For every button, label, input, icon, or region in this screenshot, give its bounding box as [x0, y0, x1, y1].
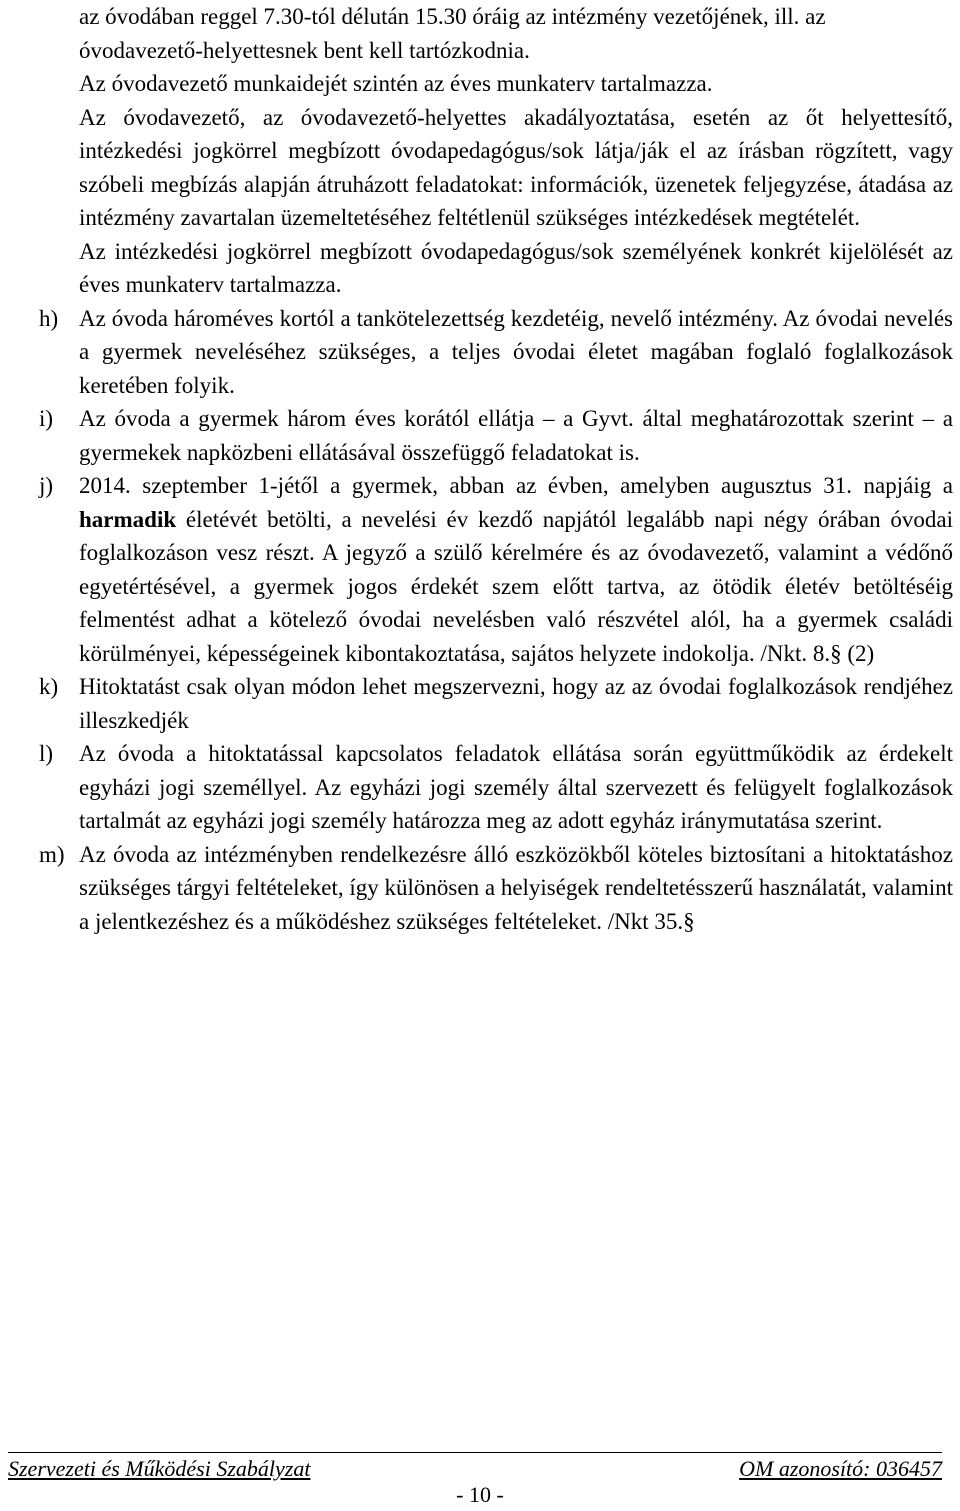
list-item-text: 2014. szeptember 1-jétől a gyermek, abban az évben, amelyben augusztus 31. napjáig a [79, 473, 953, 498]
footer-document-title: Szervezeti és Működési Szabályzat [8, 1456, 311, 1481]
list-item-i [39, 402, 953, 469]
deputy-paragraph: Az óvodavezető, az óvodavezető-helyettes akadályoztatása, esetén az őt helyettesítő, intézkedési jogkörrel megbízott óvodapedagógus/sok látja/ják el az írásban rögzített, vagy szóbeli megbízás alapján átruházott feladatokat: információk, üzenetek feljegyzése, átadása az intézmény zavartalan üzemeltetéséhez feltétlenül szükséges intézkedések megtételét. [79, 104, 953, 230]
list-item-text: Az óvoda hároméves kortól a tankötelezettség kezdetéig, nevelő intézmény. Az óvodai nevelés a gyermek neveléséhez szükséges, a teljes óvodai életet magában foglaló foglalkozások keretében folyik. [79, 305, 953, 398]
document-body [39, 0, 953, 938]
list-item-l [39, 737, 953, 838]
list-marker: k) [39, 674, 59, 699]
list-item-text: Az óvoda a hitoktatással kapcsolatos feladatok ellátása során együttműködik az érdekelt egyházi jogi személlyel. Az egyházi jogi személy által szervezett és felügyelt foglalkozások tartalmát az egyházi jogi személy határozza meg az adott egyház iránymutatása szerint. [79, 741, 953, 833]
list-item-text: Hitoktatást csak olyan módon lehet megszervezni, hogy az az óvodai foglalkozások rendjéhez illeszkedjék [79, 674, 953, 733]
list-item-j [39, 469, 953, 670]
list-item-text: Az óvoda az intézményben rendelkezésre álló eszközökből köteles biztosítani a hitoktatáshoz szükséges tárgyi feltételeket, így különösen a helyiségek rendeltetésszerű használatát, valamint a jelentkezéshez és a működéshez szükséges feltételeket. /Nkt 35.§ [79, 841, 953, 934]
intro-line-1: az óvodában reggel 7.30-tól délután 15.30 óráig az intézmény vezetőjének, ill. az óvodavezető-helyettesnek bent kell tartózkodnia. [79, 4, 826, 63]
footer-om-id: OM azonosító: 036457 [739, 1456, 942, 1481]
list-item-k [39, 670, 953, 737]
intro-line-2: Az óvodavezető munkaidejét szintén az éves munkaterv tartalmazza. [79, 71, 713, 96]
list-item-text: Az óvoda a gyermek három éves korától ellátja – a Gyvt. által meghatározottak szerint – a gyermekek napközbeni ellátásával összefüggő feladatokat is. [79, 406, 953, 465]
list-item-text: életévét betölti, a nevelési év kezdő napjától legalább napi négy órában óvodai foglalkozáson vesz részt. A jegyző a szülő kérelmére és az óvodavezető, valamint a védőnő egyetértésével, a gyermek jogos érdekét szem előtt tartva, az ötödik életév betöltéséig felmentést adhat a kötelező óvodai nevelésben való részvétel alól, ha a gyermek családi körülményei, képességeinek kibontakoztatása, sajátos helyzete indokolja. /Nkt. 8.§ (2) [79, 506, 953, 666]
list-marker: l) [39, 741, 54, 766]
bold-emphasis: harmadik [79, 506, 177, 532]
list-marker: m) [39, 841, 65, 867]
list-item-m [39, 838, 953, 939]
list-item-h [39, 302, 953, 403]
page-number: - 10 - [456, 1482, 504, 1507]
list-marker: i) [39, 406, 54, 431]
page-footer [8, 1452, 942, 1481]
list-marker: j) [39, 473, 54, 498]
assignment-paragraph: Az intézkedési jogkörrel megbízott óvodapedagógus/sok személyének konkrét kijelölését az éves munkaterv tartalmazza. [79, 238, 953, 297]
list-marker: h) [39, 305, 59, 331]
